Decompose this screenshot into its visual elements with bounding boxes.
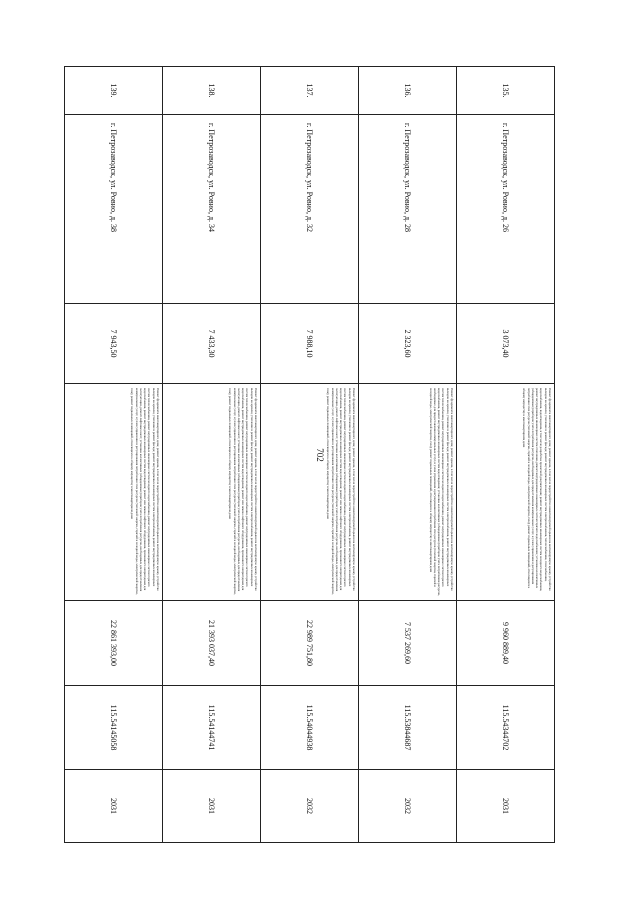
row-rate: 115.54145058 xyxy=(65,686,163,770)
table-row xyxy=(163,67,261,843)
row-description: Ремонт фундамента многоквартирного дома; ремонт крыши, в том числе переустройство невентилируемой крыши на вентилируемую крышу, устройство выходов на кровлю; утепление и ремонт фасада; ремонт внутридомовых инженерных систем электроснабжения, ремонт внутридомовых инженерных систем теплоснабжения, ремонт внутридомовых инженерных систем холодного водоснабжения, ремонт внутридомовых инженерных систем горячего водоснабжения, ремонт внутридомовых инженерных систем водоотведения; установка коллективных (общедомовых) приборов учета потребления ресурсов, необходимых для предоставления коммунальных услуг, и узлов управления и регулирования потребления этих ресурсов (тепловой энергии, горячей и холодной воды, электрической энергии, газа); ремонт подвальных помещений, относящихся к общему имуществу в многоквартирном доме xyxy=(359,384,457,601)
row-year: 2032 xyxy=(359,770,457,843)
row-year: 2031 xyxy=(457,770,555,843)
row-number: 136. xyxy=(359,67,457,115)
row-description: Ремонт фундамента многоквартирного дома; ремонт крыши, в том числе переустройство невентилируемой крыши на вентилируемую крышу, устройство выходов на кровлю; утепление и ремонт фасада; ремонт внутридомовых инженерных систем электроснабжения, ремонт внутридомовых инженерных систем теплоснабжения, ремонт внутридомовых инженерных систем холодного водоснабжения, ремонт внутридомовых инженерных систем горячего водоснабжения, ремонт внутридомовых инженерных систем водоотведения; ремонт или замена лифтового оборудования, признанного непригодным для эксплуатации, ремонт лифтовых шахт; установка коллективных (общедомовых) приборов учета потребления ресурсов, необходимых для предоставления коммунальных услуг, и узлов управления и регулирования потребления этих ресурсов (тепловой энергии, горячей и холодной воды, электрической энергии, газа); ремонт подвальных помещений, относящихся к общему имуществу в многоквартирном доме xyxy=(261,384,359,601)
row-address: г. Петрозаводск, ул. Ровио, д. 26 xyxy=(457,115,555,304)
row-number: 139. xyxy=(65,67,163,115)
row-cost: 22 861 393,00 xyxy=(65,601,163,686)
row-year: 2031 xyxy=(163,770,261,843)
table-row xyxy=(359,67,457,843)
row-number: 137. xyxy=(261,67,359,115)
row-area: 7 433,30 xyxy=(163,304,261,384)
row-area: 2 323,60 xyxy=(359,304,457,384)
row-rate: 115.54144741 xyxy=(163,686,261,770)
repair-program-table xyxy=(64,66,555,843)
table-row xyxy=(65,67,163,843)
table-row xyxy=(261,67,359,843)
row-cost: 21 393 037,40 xyxy=(163,601,261,686)
page-number: 702 xyxy=(315,448,325,462)
row-cost: 7 537 269,60 xyxy=(359,601,457,686)
row-year: 2031 xyxy=(65,770,163,843)
row-cost: 22 989 751,80 xyxy=(261,601,359,686)
row-description: Ремонт фундамента многоквартирного дома; ремонт крыши, в том числе переустройство невентилируемой крыши на вентилируемую крышу, устройство выходов на кровлю; утепление и ремонт фасада; ремонт внутридомовых инженерных систем электроснабжения, ремонт внутридомовых инженерных систем теплоснабжения, ремонт внутридомовых инженерных систем холодного водоснабжения, ремонт внутридомовых инженерных систем горячего водоснабжения, ремонт внутридомовых инженерных систем водоотведения; ремонт или замена лифтового оборудования, признанного непригодным для эксплуатации, ремонт лифтовых шахт; установка коллективных (общедомовых) приборов учета потребления ресурсов, необходимых для предоставления коммунальных услуг, и узлов управления и регулирования потребления этих ресурсов (тепловой энергии, горячей и холодной воды, электрической энергии, газа); ремонт подвальных помещений, относящихся к общему имуществу в многоквартирном доме xyxy=(65,384,163,601)
row-number: 135. xyxy=(457,67,555,115)
row-address: г. Петрозаводск, ул. Ровио, д. 38 xyxy=(65,115,163,304)
row-cost: 9 960 889,40 xyxy=(457,601,555,686)
row-rate: 115.54344702 xyxy=(457,686,555,770)
row-area: 7 943,50 xyxy=(65,304,163,384)
row-address: г. Петрозаводск, ул. Ровио, д. 28 xyxy=(359,115,457,304)
row-number: 138. xyxy=(163,67,261,115)
row-rate: 115.54044938 xyxy=(261,686,359,770)
row-description: Ремонт фундамента многоквартирного дома; ремонт крыши, в том числе переустройство невентилируемой крыши на вентилируемую крышу, устройство выходов на кровлю; утепление и ремонт фасада; ремонт внутридомовых инженерных систем электроснабжения, теплоснабжения, газоснабжения, водоснабжения, водоотведения, в том числе разработка проектной документации; ремонт внутридомовых инженерных систем холодного водоснабжения, ремонт внутридомовых инженерных систем отопления, ремонт внутридомовых инженерных систем горячего водоснабжения; установка коллективных (общедомовых) приборов учета потребления ресурсов, необходимых для предоставления коммунальных услуг, и узлов управления и регулирования потребления этих ресурсов (тепловой энергии, горячей и холодной воды, электрической энергии, газа); ремонт подвальных помещений, относящихся к общему имуществу в многоквартирном доме xyxy=(457,384,555,601)
row-address: г. Петрозаводск, ул. Ровио, д. 34 xyxy=(163,115,261,304)
row-address: г. Петрозаводск, ул. Ровио, д. 32 xyxy=(261,115,359,304)
table-row xyxy=(457,67,555,843)
rotated-table-container xyxy=(65,66,555,842)
row-year: 2032 xyxy=(261,770,359,843)
row-area: 3 073,40 xyxy=(457,304,555,384)
row-rate: 115.53844687 xyxy=(359,686,457,770)
row-area: 7 988,10 xyxy=(261,304,359,384)
row-description: Ремонт фундамента многоквартирного дома; ремонт крыши, в том числе переустройство невентилируемой крыши на вентилируемую крышу, устройство выходов на кровлю; утепление и ремонт фасада; ремонт внутридомовых инженерных систем электроснабжения, ремонт внутридомовых инженерных систем теплоснабжения, ремонт внутридомовых инженерных систем холодного водоснабжения, ремонт внутридомовых инженерных систем горячего водоснабжения, ремонт внутридомовых инженерных систем водоотведения; ремонт или замена лифтового оборудования, признанного непригодным для эксплуатации, ремонт лифтовых шахт; установка коллективных (общедомовых) приборов учета потребления ресурсов, необходимых для предоставления коммунальных услуг, и узлов управления и регулирования потребления этих ресурсов (тепловой энергии, горячей и холодной воды, электрической энергии, газа); ремонт подвальных помещений, относящихся к общему имуществу в многоквартирном доме xyxy=(163,384,261,601)
